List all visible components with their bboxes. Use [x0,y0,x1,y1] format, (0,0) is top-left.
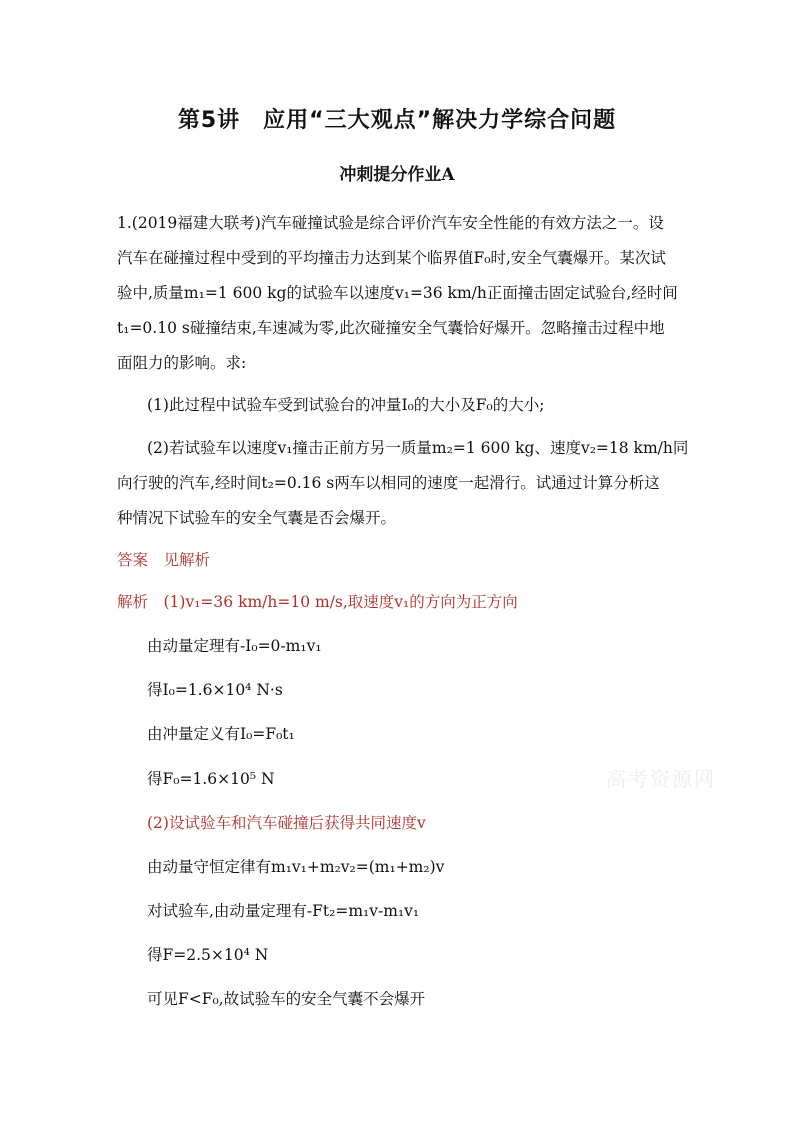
question-part-1: (1)此过程中试验车受到试验台的冲量I₀的大小及F₀的大小; [147,396,545,414]
solution-step: 对试验车,由动量定理有-Ft₂=m₁v-m₁v₁ [147,902,420,920]
solution-step: 由冲量定义有I₀=F₀t₁ [147,725,295,743]
solution-step: 由动量定理有-I₀=0-m₁v₁ [147,637,322,655]
question-line: 面阻力的影响。求: [117,354,247,372]
solution-step: 由动量守恒定律有m₁v₁+m₂v₂=(m₁+m₂)v [147,858,445,876]
solution-step: 得I₀=1.6×10⁴ N·s [147,681,283,699]
question-part-2: (2)若试验车以速度v₁撞击正前方另一质量m₂=1 600 kg、速度v₂=18 km/h同 [147,439,689,457]
solution-step: 可见F<F₀,故试验车的安全气囊不会爆开 [147,990,426,1008]
page-title: 第5讲 应用“三大观点”解决力学综合问题 [177,108,617,133]
question-line: 1.(2019福建大联考)汽车碰撞试验是综合评价汽车安全性能的有效方法之一。设 [117,214,664,232]
solution-step: 得F=2.5×10⁴ N [147,946,269,964]
answer-label: 答案 见解析 [117,551,211,569]
solution-step: (2)设试验车和汽车碰撞后获得共同速度v [147,814,426,832]
page-subtitle: 冲刺提分作业A [339,165,455,185]
question-line: 汽车在碰撞过程中受到的平均撞击力达到某个临界值F₀时,安全气囊爆开。某次试 [117,249,666,267]
question-line: 种情况下试验车的安全气囊是否会爆开。 [117,509,397,527]
question-line: t₁=0.10 s碰撞结束,车速减为零,此次碰撞安全气囊恰好爆开。忽略撞击过程中地 [117,319,665,337]
question-line: 验中,质量m₁=1 600 kg的试验车以速度v₁=36 km/h正面撞击固定试验台,经时间 [117,284,678,302]
watermark: 高考资源网 [606,767,716,791]
solution-lead: 解析 (1)v₁=36 km/h=10 m/s,取速度v₁的方向为正方向 [117,593,518,611]
question-line: 向行驶的汽车,经时间t₂=0.16 s两车以相同的速度一起滑行。试通过计算分析这 [117,474,660,492]
solution-step: 得F₀=1.6×10⁵ N [147,770,275,788]
